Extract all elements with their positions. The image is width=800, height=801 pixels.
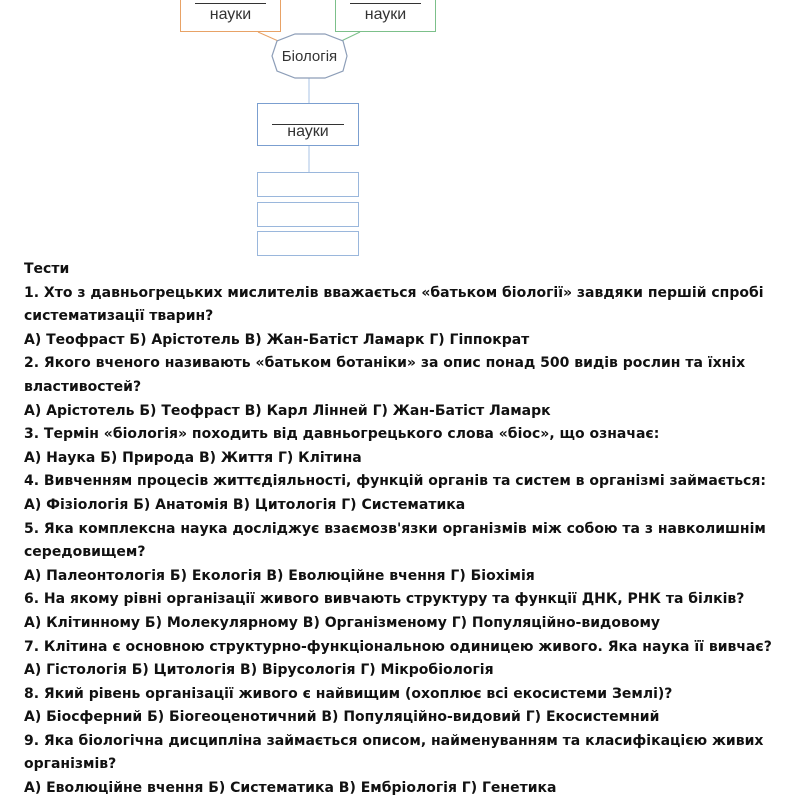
diagram-connectors [0, 0, 800, 260]
answers-5: А) Палеонтологія Б) Екологія В) Еволюційне вчення Г) Біохімія [24, 567, 535, 584]
question-2: 2. Якого вченого називають «батьком ботаніки» за опис понад 500 видів рослин та їхніх властивостей? [24, 355, 746, 395]
blank-box-2 [257, 202, 359, 227]
answers-9: А) Еволюційне вчення Б) Систематика В) Ембріологія Г) Генетика [24, 780, 557, 797]
question-3: 3. Термін «біологія» походить від давньогрецького слова «біос», що означає: [24, 426, 660, 443]
blank-box-1 [257, 172, 359, 197]
answers-7: А) Гістологія Б) Цитологія В) Вірусологія Г) Мікробіологія [24, 662, 494, 679]
science-box-left [180, 0, 281, 32]
center-label: Біологія [281, 47, 338, 65]
question-6: 6. На якому рівні організації живого вивчають структуру та функції ДНК, РНК та білків? [24, 591, 745, 608]
tests-heading: Тести [24, 261, 70, 277]
question-1: 1. Хто з давньогрецьких мислителів вважається «батьком біології» завдяки першій спробі систематизації тварин? [24, 284, 764, 325]
box-left-label: науки [209, 6, 252, 23]
science-box-right [335, 0, 436, 32]
box-right-label: науки [364, 6, 407, 23]
blank-line [350, 3, 421, 4]
question-8: 8. Який рівень організації живого є найвищим (охоплює всі екосистеми Землі)? [24, 685, 673, 702]
science-box-bottom [257, 103, 359, 146]
science-diagram [0, 0, 800, 260]
answers-8: А) Біосферний Б) Біогеоценотичний В) Популяційно-видовий Г) Екосистемний [24, 709, 660, 726]
question-5: 5. Яка комплексна наука досліджує взаємозв'язки організмів між собою та з навколишнім середовищем? [24, 520, 766, 561]
question-7: 7. Клітина є основною структурно-функціональною одиницею живого. Яка наука її вивчає? [24, 638, 772, 655]
answers-2: А) Арістотель Б) Теофраст В) Карл Лінней Г) Жан-Батіст Ламарк [24, 402, 551, 419]
answers-6: А) Клітинному Б) Молекулярному В) Організменому Г) Популяційно-видовому [24, 614, 661, 631]
blank-box-3 [257, 231, 359, 256]
question-9: 9. Яка біологічна дисципліна займається описом, найменуванням та класифікацією живих організмів? [24, 732, 764, 773]
answers-4: А) Фізіологія Б) Анатомія В) Цитологія Г) Систематика [24, 496, 466, 513]
tests-section [24, 258, 784, 801]
box-bottom-label: науки [287, 123, 329, 140]
blank-line [195, 3, 266, 4]
answers-3: А) Наука Б) Природа В) Життя Г) Клітина [24, 449, 362, 466]
question-4: 4. Вивченням процесів життєдіяльності, функцій органів та систем в організмі займається: [24, 473, 766, 490]
answers-1: А) Теофраст Б) Арістотель В) Жан-Батіст Ламарк Г) Гіппократ [24, 331, 530, 348]
